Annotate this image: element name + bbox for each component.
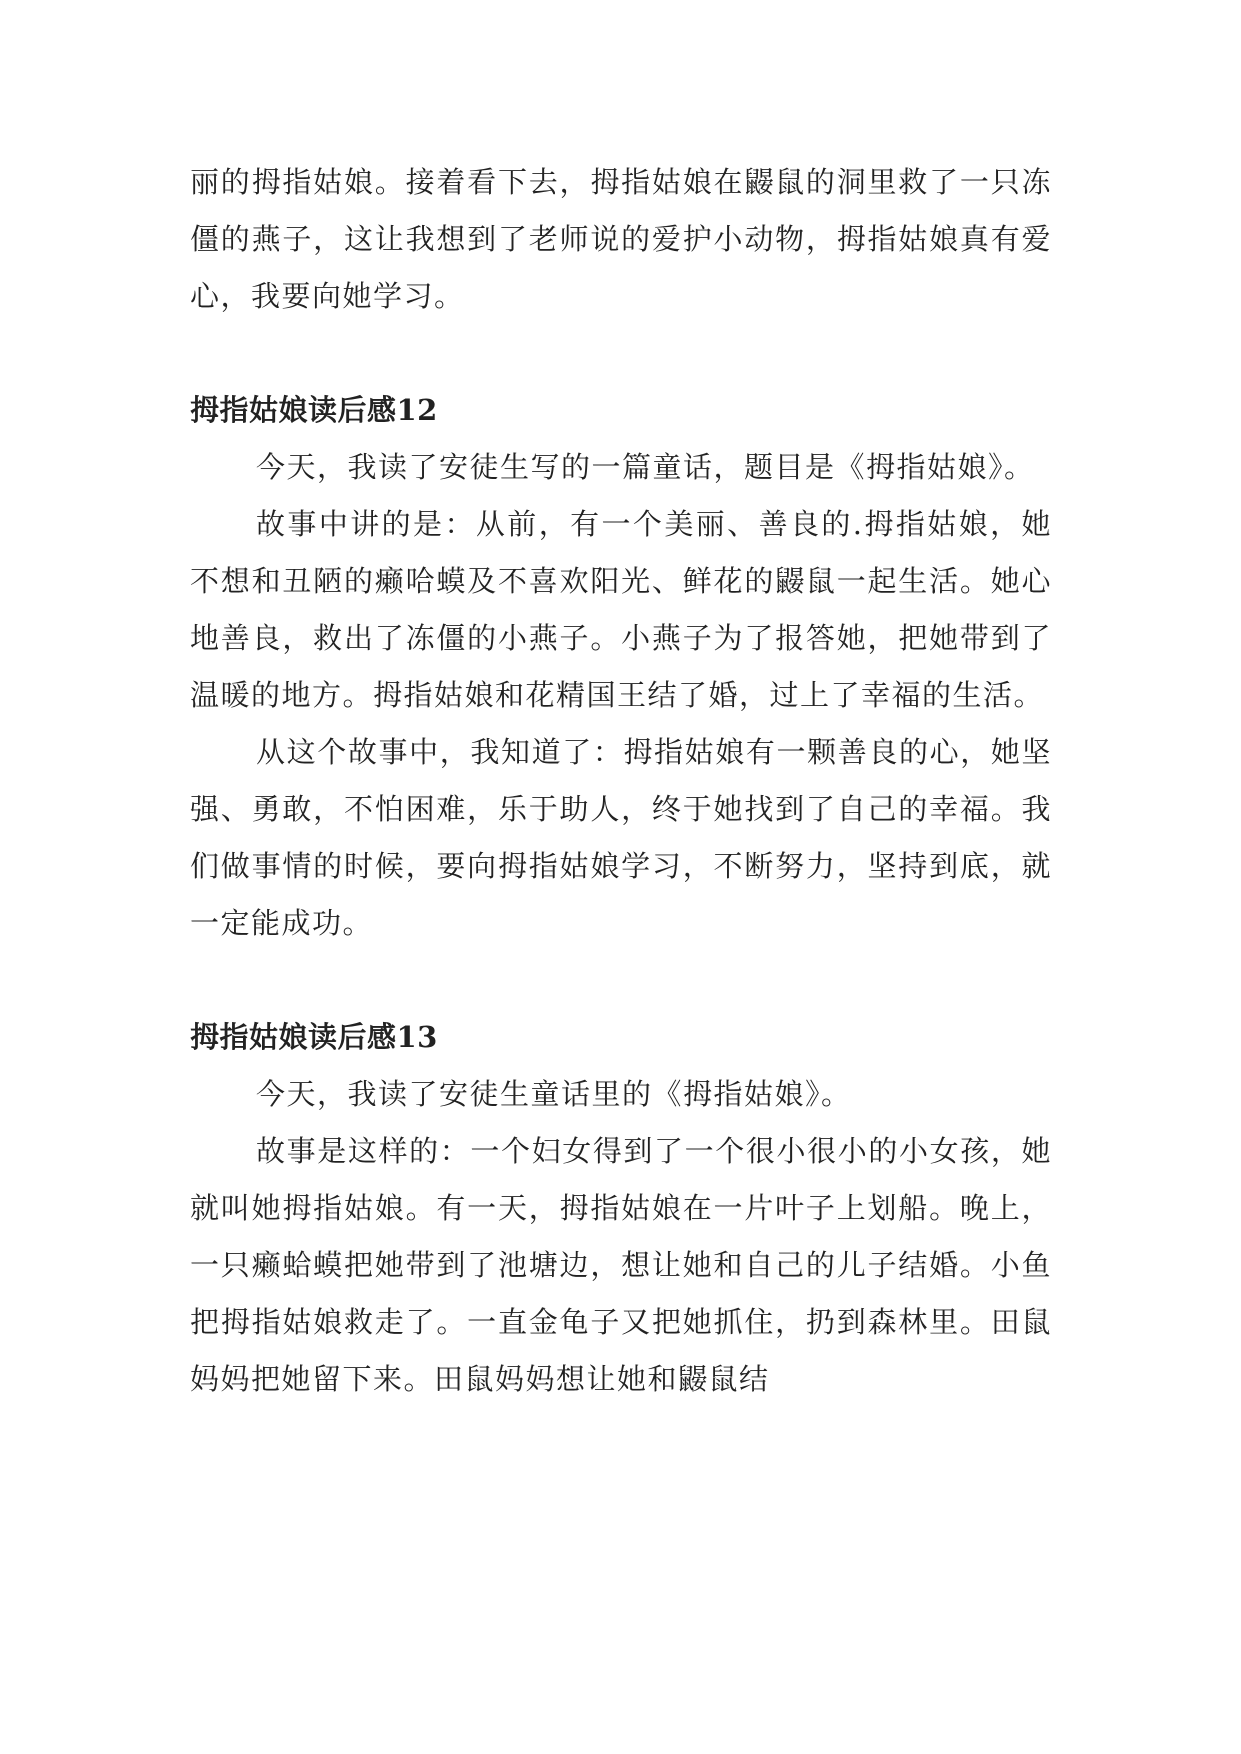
- paragraph-continuation: 丽的拇指姑娘。接着看下去，拇指姑娘在鼹鼠的洞里救了一只冻僵的燕子，这让我想到了老师说的爱护小动物，拇指姑娘真有爱心，我要向她学习。: [190, 165, 1052, 313]
- paragraph-intro-13: 今天，我读了安徒生童话里的《拇指姑娘》。: [256, 1077, 852, 1111]
- paragraph-story-13: 故事是这样的：一个妇女得到了一个很小很小的小女孩，她就叫她拇指姑娘。有一天，拇指姑娘在一片叶子上划船。晚上，一只癞蛤蟆把她带到了池塘边，想让她和自己的儿子结婚。小鱼把拇指姑娘救走了。一直金龟子又把她抓住，扔到森林里。田鼠妈妈把她留下来。田鼠妈妈想让她和鼹鼠结: [190, 1134, 1052, 1396]
- section-gap: [190, 952, 1052, 1009]
- paragraph-story-12: 故事中讲的是：从前，有一个美丽、善良的.拇指姑娘，她不想和丑陋的癞哈蟆及不喜欢阳光、鲜花的鼹鼠一起生活。她心地善良，救出了冻僵的小燕子。小燕子为了报答她，把她带到了温暖的地方。拇指姑娘和花精国王结了婚，过上了幸福的生活。: [190, 507, 1052, 712]
- document-page: [190, 154, 1052, 1408]
- section-heading-12: 拇指姑娘读后感12: [190, 393, 438, 427]
- section-gap: [190, 325, 1052, 382]
- paragraph-lesson-12: 从这个故事中，我知道了：拇指姑娘有一颗善良的心，她坚强、勇敢，不怕困难，乐于助人，终于她找到了自己的幸福。我们做事情的时候，要向拇指姑娘学习，不断努力，坚持到底，就一定能成功。: [190, 735, 1052, 940]
- paragraph-intro-12: 今天，我读了安徒生写的一篇童话，题目是《拇指姑娘》。: [256, 450, 1035, 484]
- section-heading-13: 拇指姑娘读后感13: [190, 1020, 438, 1054]
